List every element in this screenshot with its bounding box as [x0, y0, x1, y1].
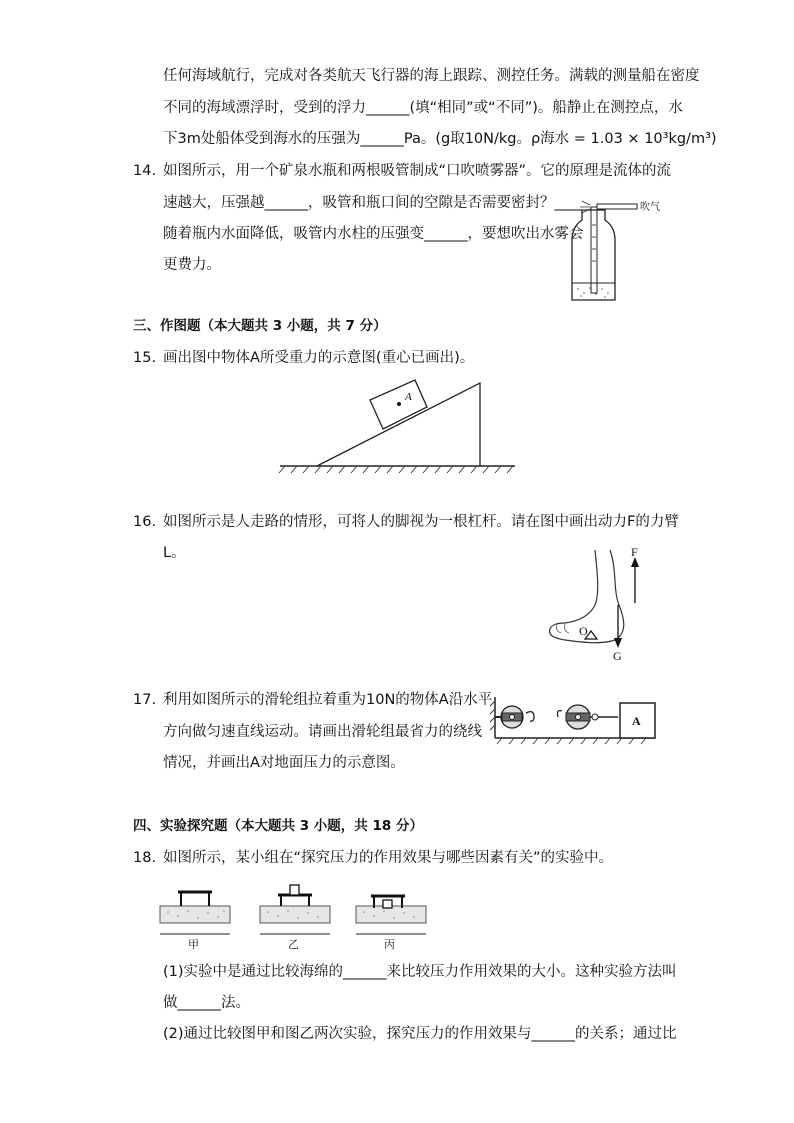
sprayer-figure: [560, 195, 670, 310]
q18-number: 18.: [133, 850, 157, 866]
pivot-o-label: O: [579, 624, 588, 638]
q18-intro: 如图所示，某小组在“探究压力的作用效果与哪些因素有关”的实验中。: [163, 850, 614, 866]
q13-line-1: 任何海域航行，完成对各类航天飞行器的海上跟踪、测控任务。满载的测量船在密度: [163, 68, 700, 84]
q13-line-2: 不同的海域漂浮时，受到的浮力______(填“相同”或“不同”)。船静止在测控点，水: [163, 100, 683, 116]
force-f-label: F: [631, 545, 638, 559]
q14-line-2: 速越大，压强越______，吸管和瓶口间的空隙是否需要密封？______: [163, 195, 598, 211]
gravity-g-label: G: [613, 649, 622, 663]
q17-line-1: 利用如图所示的滑轮组拉着重为10N的物体A沿水平: [163, 692, 493, 708]
block-a-label: A: [405, 391, 412, 403]
q15-number: 15.: [133, 350, 157, 366]
section-3-heading: 三、作图题（本大题共 3 小题，共 7 分）: [133, 318, 387, 334]
block-a-label: A: [632, 714, 641, 728]
label-bing: 丙: [384, 939, 395, 951]
label-yi: 乙: [288, 939, 299, 951]
q16-line-2: L。: [163, 545, 186, 561]
q16-line-1: 如图所示是人走路的情形，可将人的脚视为一根杠杆。请在图中画出动力F的力臂: [163, 514, 679, 530]
sprayer-label: 吹气: [640, 202, 660, 213]
q14-line-4: 更费力。: [163, 257, 221, 273]
q18-part1-line-1: (1)实验中是通过比较海绵的______来比较压力作用效果的大小。这种实验方法叫: [163, 964, 677, 980]
q14-number: 14.: [133, 163, 157, 179]
q15-text: 画出图中物体A所受重力的示意图(重心已画出)。: [163, 350, 475, 366]
q17-line-2: 方向做匀速直线运动。请画出滑轮组最省力的绕线: [163, 724, 482, 740]
q13-line-3: 下3m处船体受到海水的压强为______Pa。(g取10N/kg。ρ海水 = 1.03 × 10³kg/m³): [163, 131, 717, 147]
q18-part2-line-1: (2)通过比较图甲和图乙两次实验，探究压力的作用效果与______的关系；通过比: [163, 1026, 677, 1042]
sponge-experiment-figure: [160, 878, 430, 953]
q14-line-1: 如图所示，用一个矿泉水瓶和两根吸管制成“口吹喷雾器”。它的原理是流体的流: [163, 163, 672, 179]
pulley-figure: [490, 695, 660, 745]
q14-line-3: 随着瓶内水面降低，吸管内水柱的压强变______，要想吹出水雾会: [163, 226, 584, 242]
section-4-heading: 四、实验探究题（本大题共 3 小题，共 18 分）: [133, 818, 423, 834]
q17-number: 17.: [133, 692, 157, 708]
incline-figure: [275, 375, 520, 475]
q18-part1-line-2: 做______法。: [163, 995, 250, 1011]
label-jia: 甲: [188, 939, 199, 951]
q17-line-3: 情况，并画出A对地面压力的示意图。: [163, 755, 405, 771]
q16-number: 16.: [133, 514, 157, 530]
foot-figure: [545, 545, 665, 665]
